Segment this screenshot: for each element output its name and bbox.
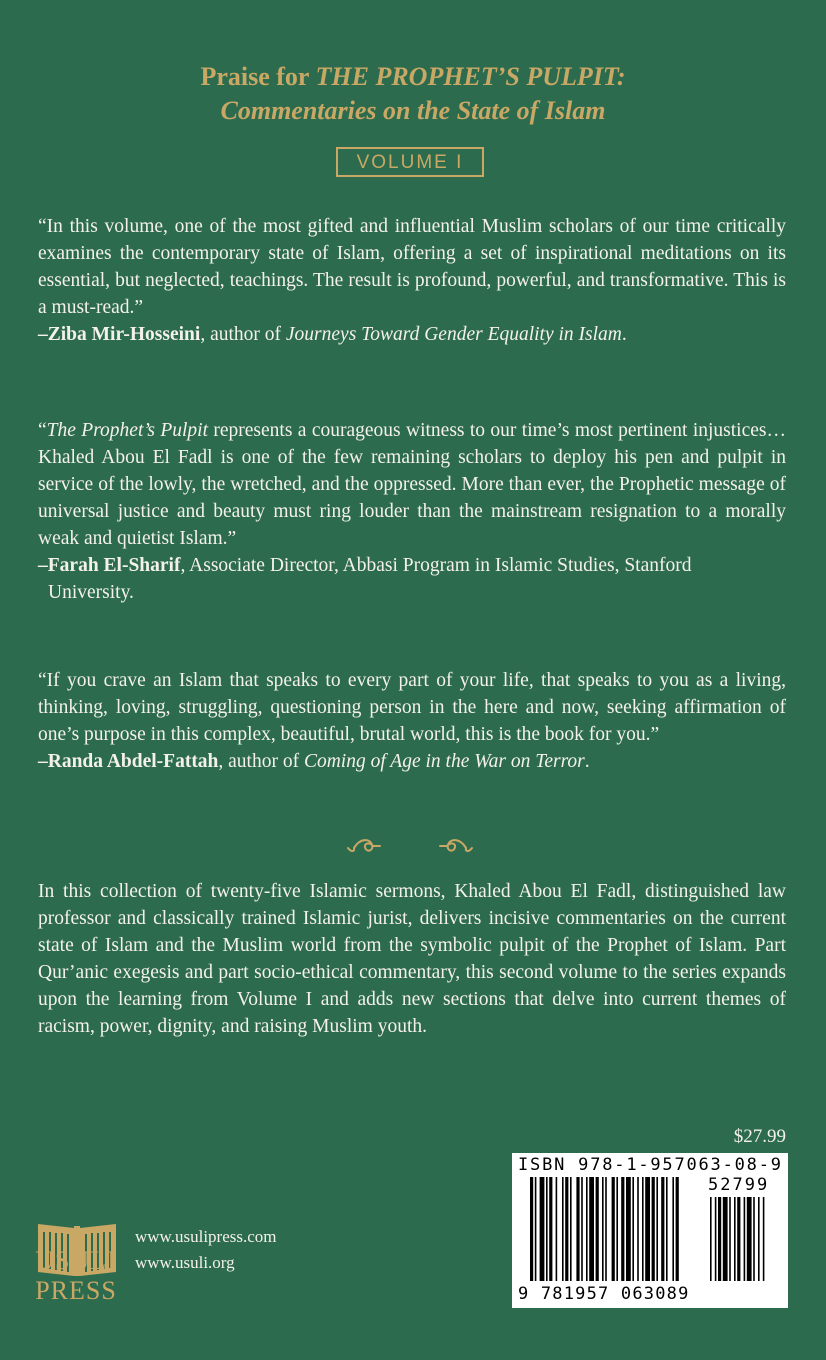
quote-1-attribution [38, 321, 786, 348]
quote-2-open-mark: “ [38, 420, 47, 441]
quote-1-text: “In this volume, one of the most gifted and influential Muslim scholars of our time critically examines the contemporary state of Islam, offering a set of inspirational meditations on its essential, but neglected, teachings. The result is profound, powerful, and transformative. This is a must-read.” [38, 216, 786, 318]
quote-2-book-title: The Prophet’s Pulpit [46, 420, 208, 441]
description-text: In this collection of twenty-five Islamic sermons, Khaled Abou El Fadl, distinguished law professor and classically trained Islamic jurist, delivers incisive commentaries on the current state of Islam and the Muslim world from the symbolic pulpit of the Prophet of Islam. Part Qur’anic exegesis and part socio-ethical commentary, this second volume to the series expands upon the learning from Volume I and adds new sections that delve into current themes of racism, power, dignity, and raising Muslim youth. [38, 881, 786, 1037]
barcode-addon-digits: 52799 [708, 1175, 770, 1195]
quote-3-author: –Randa Abdel-Fattah [38, 751, 219, 772]
quote-1-book: Journeys Toward Gender Equality in Islam [285, 324, 622, 345]
ornament-divider-icon [340, 832, 480, 858]
quote-3-text: “If you crave an Islam that speaks to every part of your life, that speaks to you as a living, thinking, loving, struggling, questioning person in the here and now, seeking affirmation of one’s purpose in this complex, beautiful, brutal world, this is the book for you.” [38, 670, 786, 745]
book-subtitle: Commentaries on the State of Islam [220, 96, 606, 125]
quote-1 [38, 213, 786, 348]
quote-2-text [38, 417, 786, 552]
quote-3-role: , author of [218, 751, 304, 772]
book-description [38, 878, 786, 1040]
quote-1-period: . [621, 324, 627, 345]
quote-2-attribution [38, 552, 786, 606]
quote-2-role-line2: University. [48, 582, 134, 603]
price-label: $27.99 [733, 1126, 786, 1147]
isbn-label: ISBN 978-1-957063-08-9 [518, 1155, 783, 1175]
publisher-url-2[interactable]: www.usuli.org [135, 1253, 235, 1272]
quote-2-body: represents a courageous witness to our time’s most pertinent injustices…Khaled Abou El Fadl is one of the few remaining scholars to deploy his pen and pulpit in service of the lowly, the wretched, and the oppressed. More than ever, the Prophetic message of universal justice and beauty must ring louder than the mainstream resignation to a morally weak and quietist Islam.” [38, 420, 786, 549]
isbn-barcode [512, 1153, 788, 1308]
quote-1-author: –Ziba Mir-Hosseini [38, 324, 201, 345]
quote-3-attribution [38, 748, 786, 775]
publisher-name-line2: PRESS [35, 1276, 117, 1305]
quote-3-book: Coming of Age in the War on Terror [303, 751, 585, 772]
praise-for-text: Praise for [200, 62, 316, 91]
barcode-ean-digits: 9 781957 063089 [518, 1284, 690, 1304]
publisher-urls [135, 1224, 277, 1276]
publisher-url-1[interactable]: www.usulipress.com [135, 1227, 277, 1246]
quote-3-period: . [584, 751, 590, 772]
publisher-name-line1: USULI [35, 1246, 117, 1275]
quote-2-author: –Farah El-Sharif [38, 555, 181, 576]
book-title: THE PROPHET’S PULPIT: [315, 62, 626, 91]
quote-2 [38, 417, 786, 606]
quote-1-role: , author of [200, 324, 286, 345]
quote-3 [38, 667, 786, 775]
volume-badge: VOLUME I [336, 147, 484, 177]
quote-2-role: , Associate Director, Abbasi Program in Islamic Studies, Stanford [180, 555, 692, 576]
praise-title [0, 60, 826, 94]
cover-header [0, 60, 826, 128]
